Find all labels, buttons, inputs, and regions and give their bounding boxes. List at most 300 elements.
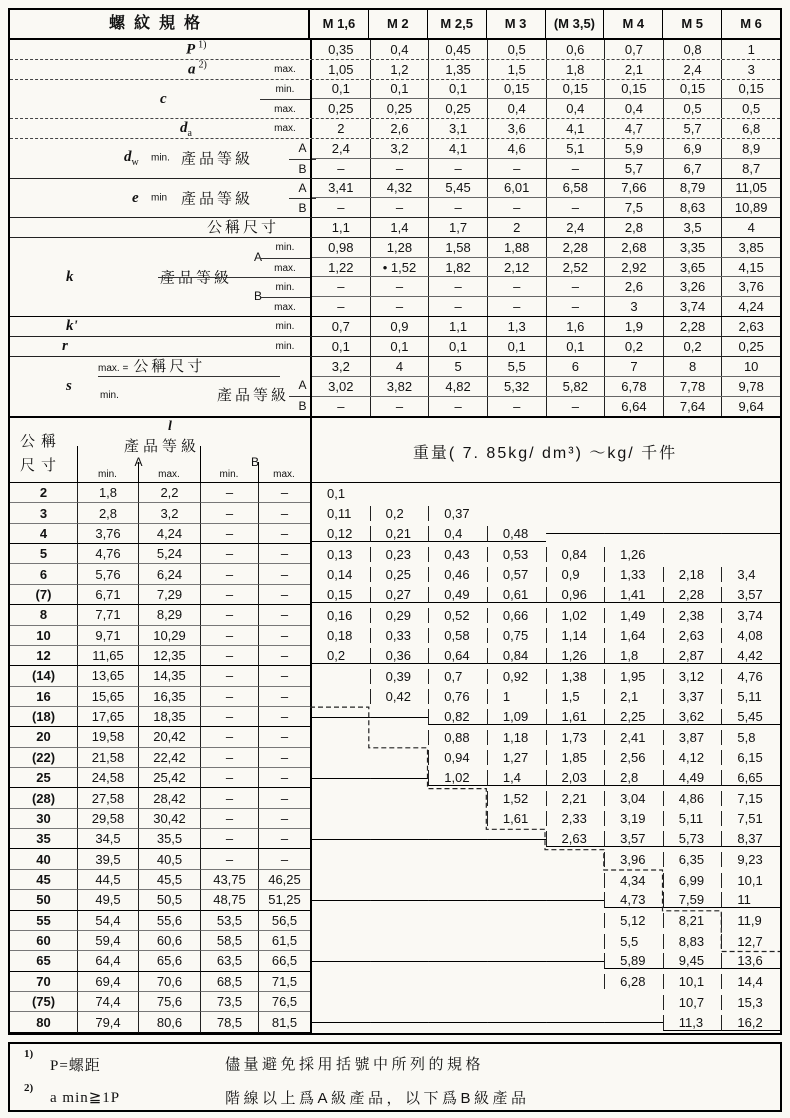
spec-row-label-e bbox=[10, 179, 310, 218]
weight-cell: 0,49 bbox=[428, 587, 487, 603]
thread-size-column-header-6: M 4 bbox=[603, 10, 662, 38]
weight-cells bbox=[310, 524, 780, 544]
value-cell: 4,7 bbox=[604, 119, 663, 138]
dim-row bbox=[10, 809, 780, 829]
length-limit-cell: 74,4 bbox=[77, 992, 138, 1012]
weight-cell: 10,7 bbox=[663, 995, 722, 1010]
thread-spec-corner-label: 螺紋規格 bbox=[10, 10, 310, 38]
value-cell: 0,8 bbox=[663, 40, 722, 59]
weight-cell: 0,2 bbox=[370, 506, 429, 521]
value-cell: 2,4 bbox=[663, 60, 722, 79]
weight-cells bbox=[310, 849, 780, 869]
weight-cell: 0,29 bbox=[370, 608, 429, 623]
value-cell: 1,6 bbox=[546, 317, 605, 336]
length-limit-cell: 39,5 bbox=[77, 849, 138, 869]
spec-value-row bbox=[312, 297, 780, 316]
length-limit-cell: 11,65 bbox=[77, 646, 138, 666]
value-cell: 9,64 bbox=[721, 397, 780, 416]
weight-cell bbox=[370, 717, 429, 718]
spec-value-row bbox=[312, 317, 780, 336]
dim-row bbox=[10, 992, 780, 1012]
weight-cell: 5,5 bbox=[604, 934, 663, 949]
length-limit-cell: – bbox=[258, 524, 310, 544]
spec-row-label-r bbox=[10, 337, 310, 356]
weight-cell: 16,2 bbox=[721, 1015, 780, 1031]
length-limit-cell: – bbox=[200, 768, 258, 788]
spec-group-values bbox=[310, 179, 780, 218]
size-cell: 6 bbox=[10, 564, 77, 584]
value-cell: 5,5 bbox=[487, 357, 546, 376]
dim-row bbox=[10, 1012, 780, 1032]
value-cell: 0,2 bbox=[663, 337, 722, 356]
weight-cell: 13,6 bbox=[721, 953, 780, 969]
footnote-2-marker: 2) bbox=[24, 1082, 34, 1094]
value-cell: – bbox=[370, 198, 429, 217]
thread-size-column-header-7: M 5 bbox=[662, 10, 721, 38]
weight-cell: 4,49 bbox=[663, 770, 722, 786]
value-cell: 1,82 bbox=[428, 258, 487, 277]
spec-row-label-dw bbox=[10, 139, 310, 178]
value-cell: 1,1 bbox=[331, 219, 350, 235]
size-cell: 4 bbox=[10, 524, 77, 544]
weight-cell: 0,25 bbox=[370, 567, 429, 582]
length-limit-cell: – bbox=[200, 788, 258, 808]
value-cell: 4 bbox=[721, 218, 780, 237]
weight-cell: 0,53 bbox=[487, 547, 546, 562]
value-cell: 2,4 bbox=[546, 218, 605, 237]
param-symbol-P: P $^{1)}$ bbox=[186, 40, 207, 59]
weight-cells bbox=[310, 768, 780, 788]
spec-table-header bbox=[10, 10, 780, 40]
value-cell: 0,1 bbox=[546, 337, 605, 356]
value-cell: 2,92 bbox=[604, 258, 663, 277]
length-limit-cell: – bbox=[258, 829, 310, 849]
spec-group-k bbox=[10, 238, 780, 317]
weight-cells bbox=[310, 890, 780, 910]
length-limit-cell: 18,35 bbox=[138, 707, 200, 727]
value-cell: 5,7 bbox=[663, 119, 722, 138]
size-cell: 60 bbox=[10, 931, 77, 951]
length-limit-cell: – bbox=[258, 564, 310, 584]
value-cell: 2,63 bbox=[721, 317, 780, 336]
weight-cell bbox=[312, 839, 370, 840]
param-symbol-a: a $^{2)}$ bbox=[188, 59, 207, 78]
length-limit-cell: 2,2 bbox=[138, 483, 200, 503]
value-cell: 4,15 bbox=[721, 258, 780, 277]
value-cell: – bbox=[370, 277, 429, 296]
value-cell: 0,4 bbox=[487, 99, 546, 118]
value-cell: 4,6 bbox=[487, 139, 546, 158]
value-cell: 10 bbox=[721, 357, 780, 376]
weight-cells bbox=[310, 544, 780, 564]
length-limit-cell: 24,58 bbox=[77, 768, 138, 788]
weight-cells bbox=[310, 707, 780, 727]
weight-cell: 4,34 bbox=[604, 873, 663, 888]
value-cell: 1,35 bbox=[428, 60, 487, 79]
size-cell: 20 bbox=[10, 727, 77, 747]
weight-cell: 4,12 bbox=[663, 750, 722, 765]
size-cell: 16 bbox=[10, 687, 77, 707]
weight-cell: 0,18 bbox=[327, 628, 353, 644]
weight-cell: 0,16 bbox=[327, 607, 353, 623]
length-param-symbol: l bbox=[168, 419, 172, 434]
value-cell: 2,6 bbox=[604, 277, 663, 296]
sub-label: max. bbox=[260, 99, 310, 119]
weight-cell: 0,11 bbox=[327, 506, 352, 522]
sub-label: min. bbox=[275, 83, 295, 95]
weight-cell: 0,84 bbox=[487, 648, 546, 664]
grade-a-label: A bbox=[298, 180, 307, 195]
length-limit-cell: – bbox=[258, 849, 310, 869]
value-cell: 2 bbox=[337, 121, 345, 137]
length-limit-cell: 66,5 bbox=[258, 951, 310, 971]
thread-size-column-header-2: M 2 bbox=[368, 10, 427, 38]
weight-cell bbox=[487, 839, 546, 840]
value-cell: – bbox=[428, 277, 487, 296]
size-cell: 35 bbox=[10, 829, 77, 849]
weight-cells bbox=[310, 870, 780, 890]
weight-cell: 1,14 bbox=[546, 628, 605, 643]
condition-label: min. bbox=[100, 390, 119, 402]
dim-row bbox=[10, 829, 780, 849]
length-limit-cell: – bbox=[200, 544, 258, 564]
weight-cell: 5,11 bbox=[721, 689, 780, 704]
value-cell: 7 bbox=[604, 357, 663, 376]
value-cell: – bbox=[487, 297, 546, 316]
spec-group-r bbox=[10, 337, 780, 357]
weight-cell: 1,64 bbox=[604, 628, 663, 643]
nominal-size-header-line1: 公稱 bbox=[20, 433, 63, 450]
weight-cell: 1,26 bbox=[604, 547, 663, 562]
grade-b-label: B bbox=[289, 396, 316, 416]
weight-cell: 0,57 bbox=[487, 567, 546, 582]
length-limit-cell: – bbox=[200, 687, 258, 707]
length-limit-cell: – bbox=[258, 727, 310, 747]
dim-row bbox=[10, 768, 780, 788]
weight-cells bbox=[310, 585, 780, 605]
length-limit-cell: – bbox=[258, 483, 310, 503]
value-cell: • 1,52 bbox=[370, 258, 429, 277]
length-limit-cell: 60,6 bbox=[138, 931, 200, 951]
weight-cell bbox=[312, 1022, 370, 1023]
value-cell: – bbox=[428, 198, 487, 217]
value-cell: 2,4 bbox=[331, 140, 350, 156]
footnote-2 bbox=[10, 1084, 780, 1112]
param-symbol-k: k bbox=[66, 268, 74, 285]
size-cell: 25 bbox=[10, 768, 77, 788]
weight-cell: 3,62 bbox=[663, 709, 722, 725]
condition-label: min. bbox=[151, 152, 170, 164]
length-limit-cell: 49,5 bbox=[77, 890, 138, 910]
dim-row bbox=[10, 911, 780, 931]
weight-cells bbox=[310, 788, 780, 808]
dim-row bbox=[10, 849, 780, 869]
weight-cell: 0,58 bbox=[428, 628, 487, 643]
value-cell: – bbox=[337, 398, 345, 414]
value-cell: 6,9 bbox=[663, 139, 722, 158]
value-cell: 3,74 bbox=[663, 297, 722, 316]
weight-cell: 5,89 bbox=[604, 953, 663, 969]
length-limit-cell: 27,58 bbox=[77, 788, 138, 808]
grade-a-label: A bbox=[298, 378, 307, 393]
value-cell: 0,25 bbox=[721, 337, 780, 356]
param-symbol-dw: $d_w$ bbox=[124, 149, 139, 169]
weight-cells bbox=[310, 809, 780, 829]
length-limit-cell: 71,5 bbox=[258, 972, 310, 992]
weight-cells bbox=[310, 666, 780, 686]
value-cell: 7,5 bbox=[604, 198, 663, 217]
length-limit-cell: 79,4 bbox=[77, 1012, 138, 1032]
param-symbol-c: c bbox=[160, 90, 167, 107]
weight-cell bbox=[487, 1022, 546, 1023]
value-cell: 7,66 bbox=[604, 179, 663, 198]
spec-group-values bbox=[310, 218, 780, 237]
value-cell: 3,76 bbox=[721, 277, 780, 296]
weight-cell: 2,63 bbox=[546, 831, 605, 847]
value-cell: 5,9 bbox=[604, 139, 663, 158]
value-cell: 7,64 bbox=[663, 397, 722, 416]
spec-value-row bbox=[312, 357, 780, 377]
spec-row-label-P bbox=[10, 40, 310, 59]
weight-cell: 0,94 bbox=[428, 750, 487, 765]
weight-cell: 3,96 bbox=[604, 852, 663, 867]
weight-cell: 0,76 bbox=[428, 689, 487, 704]
spec-group-values bbox=[310, 80, 780, 119]
weight-cell: 0,13 bbox=[327, 546, 353, 562]
weight-cell bbox=[428, 900, 487, 901]
weight-cell bbox=[546, 900, 605, 901]
grade-a-label: A bbox=[253, 249, 262, 264]
value-cell: 2,28 bbox=[546, 238, 605, 257]
length-limit-cell: 3,2 bbox=[138, 503, 200, 523]
value-cell: 3,02 bbox=[328, 378, 354, 394]
param-symbol-r: r bbox=[62, 338, 68, 355]
weight-cell: 0,66 bbox=[487, 608, 546, 623]
length-limit-cell: 8,29 bbox=[138, 605, 200, 625]
sub-label: min. bbox=[275, 241, 295, 253]
value-cell: 0,15 bbox=[604, 80, 663, 99]
spec-group-e bbox=[10, 179, 780, 219]
weight-cell: 0,61 bbox=[487, 587, 546, 603]
dim-row bbox=[10, 890, 780, 910]
value-cell: – bbox=[487, 277, 546, 296]
weight-cell: 1,5 bbox=[546, 689, 605, 704]
value-cell: 6,58 bbox=[546, 179, 605, 198]
length-limit-cell: 43,75 bbox=[200, 870, 258, 890]
grade-divider-line bbox=[158, 277, 310, 278]
weight-cell: 6,28 bbox=[604, 974, 663, 989]
weight-cell: 1,85 bbox=[546, 750, 605, 765]
size-cell: 50 bbox=[10, 890, 77, 910]
spec-value-row bbox=[312, 377, 780, 397]
length-limit-cell: 25,42 bbox=[138, 768, 200, 788]
weight-cell: 6,35 bbox=[663, 852, 722, 867]
length-limit-cell: 54,4 bbox=[77, 911, 138, 931]
sub-label: max. bbox=[260, 297, 310, 317]
length-limit-cell: 75,6 bbox=[138, 992, 200, 1012]
length-limit-cell: 61,5 bbox=[258, 931, 310, 951]
weight-cell: 12,7 bbox=[721, 934, 780, 949]
weight-cell: 4,76 bbox=[721, 669, 780, 684]
weight-cells bbox=[310, 483, 780, 503]
size-cell: 2 bbox=[10, 483, 77, 503]
weight-cell: 1,41 bbox=[604, 587, 663, 603]
value-cell: 5,45 bbox=[428, 179, 487, 198]
weight-cell: 3,4 bbox=[721, 567, 780, 582]
length-weight-table-header bbox=[10, 416, 780, 483]
value-cell: 0,1 bbox=[331, 338, 350, 354]
length-limit-cell: – bbox=[200, 626, 258, 646]
value-cell: 2,8 bbox=[604, 218, 663, 237]
length-limit-cell: 44,5 bbox=[77, 870, 138, 890]
weight-cell bbox=[663, 533, 722, 534]
footnote-2-term: a min≧1P bbox=[50, 1090, 121, 1106]
weight-cell: 5,11 bbox=[663, 811, 722, 826]
spec-value-row bbox=[312, 277, 780, 297]
weight-cell bbox=[487, 961, 546, 962]
weight-cell: 10,1 bbox=[663, 974, 722, 989]
footnote-1-desc: 儘量避免採用括號中所列的規格 bbox=[225, 1056, 485, 1073]
length-limit-cell: – bbox=[200, 605, 258, 625]
value-cell: 1,22 bbox=[328, 259, 354, 275]
value-cell: 3 bbox=[721, 60, 780, 79]
value-cell: 1,58 bbox=[428, 238, 487, 257]
value-cell: 1,05 bbox=[328, 61, 354, 77]
product-grade-label: 產品等級 bbox=[180, 150, 253, 168]
length-limit-cell: 5,76 bbox=[77, 564, 138, 584]
length-limit-cell: 65,6 bbox=[138, 951, 200, 971]
length-limit-cell: – bbox=[258, 809, 310, 829]
dim-row bbox=[10, 727, 780, 747]
weight-cell: 0,27 bbox=[370, 587, 429, 603]
weight-cell: 0,14 bbox=[327, 567, 353, 583]
spec-value-row bbox=[312, 159, 780, 178]
value-cell: 1,88 bbox=[487, 238, 546, 257]
length-limit-cell: 7,71 bbox=[77, 605, 138, 625]
weight-cell: 4,73 bbox=[604, 892, 663, 908]
spec-table-body bbox=[10, 40, 780, 416]
spec-group-values bbox=[310, 60, 780, 79]
weight-cell: 9,23 bbox=[721, 852, 780, 867]
value-cell: 1,7 bbox=[428, 218, 487, 237]
length-limit-cell: 6,24 bbox=[138, 564, 200, 584]
spec-group-s bbox=[10, 357, 780, 416]
value-cell: 11,05 bbox=[721, 179, 780, 198]
length-limit-cell: 3,76 bbox=[77, 524, 138, 544]
sub-label: min. bbox=[260, 277, 310, 297]
weight-cell: 0,7 bbox=[428, 669, 487, 684]
value-cell: – bbox=[487, 198, 546, 217]
value-cell: – bbox=[546, 198, 605, 217]
value-cell: 0,1 bbox=[370, 337, 429, 356]
weight-cell: 3,19 bbox=[604, 811, 663, 826]
weight-cell: 0,42 bbox=[370, 689, 429, 704]
dim-row bbox=[10, 564, 780, 584]
length-limit-cell: 76,5 bbox=[258, 992, 310, 1012]
dim-row bbox=[10, 626, 780, 646]
spec-row-label-c bbox=[10, 80, 310, 119]
weight-cell: 3,04 bbox=[604, 791, 663, 806]
value-cell: 4,1 bbox=[546, 119, 605, 138]
spec-row-label-kn bbox=[10, 218, 310, 237]
length-limit-cell: 4,76 bbox=[77, 544, 138, 564]
dim-row bbox=[10, 748, 780, 768]
value-cell: 0,7 bbox=[604, 40, 663, 59]
value-cell: 3,1 bbox=[428, 119, 487, 138]
value-cell: 4,1 bbox=[428, 139, 487, 158]
size-cell: (22) bbox=[10, 748, 77, 768]
value-cell: 8 bbox=[663, 357, 722, 376]
spec-group-values bbox=[310, 139, 780, 178]
weight-cell bbox=[370, 778, 429, 779]
dim-row bbox=[10, 544, 780, 564]
length-limit-cell: 1,8 bbox=[77, 483, 138, 503]
value-cell: – bbox=[487, 397, 546, 416]
weight-cell: 0,88 bbox=[428, 730, 487, 745]
length-limit-cell: 45,5 bbox=[138, 870, 200, 890]
value-cell: 0,1 bbox=[487, 337, 546, 356]
value-cell: 0,35 bbox=[328, 41, 354, 57]
value-cell: 10,89 bbox=[721, 198, 780, 217]
product-grade-label: 產品等級 bbox=[123, 438, 200, 455]
length-limit-cell: 9,71 bbox=[77, 626, 138, 646]
value-cell: 0,15 bbox=[546, 80, 605, 99]
weight-cell: 0,96 bbox=[546, 587, 605, 603]
weight-cell bbox=[604, 533, 663, 534]
length-limit-cell: – bbox=[258, 605, 310, 625]
length-limit-cell: – bbox=[200, 829, 258, 849]
value-cell: – bbox=[337, 160, 345, 176]
nominal-size-label: 公稱尺寸 bbox=[206, 219, 279, 237]
value-cell: 2,6 bbox=[370, 119, 429, 138]
length-limit-cell: – bbox=[200, 727, 258, 747]
length-limit-cell: 51,25 bbox=[258, 890, 310, 910]
weight-cell: 6,65 bbox=[721, 770, 780, 786]
value-cell: 9,78 bbox=[721, 377, 780, 396]
weight-cell: 0,84 bbox=[546, 547, 605, 562]
spec-group-values bbox=[310, 317, 780, 336]
weight-cell: 2,38 bbox=[663, 608, 722, 623]
spec-value-row bbox=[312, 397, 780, 416]
spec-row-label-a bbox=[10, 60, 310, 79]
length-limit-cell: 28,42 bbox=[138, 788, 200, 808]
value-cell: 4,32 bbox=[370, 179, 429, 198]
value-cell: 6,01 bbox=[487, 179, 546, 198]
value-cell: 4,24 bbox=[721, 297, 780, 316]
weight-cell: 0,46 bbox=[428, 567, 487, 582]
grade-a-label: A bbox=[298, 140, 307, 155]
thread-size-column-header-1: M 1,6 bbox=[322, 16, 356, 31]
grade-b-label: B bbox=[289, 198, 316, 218]
value-cell: 8,7 bbox=[721, 159, 780, 178]
length-limit-cell: 55,6 bbox=[138, 911, 200, 931]
dim-row bbox=[10, 707, 780, 727]
value-cell: 0,25 bbox=[428, 99, 487, 118]
length-limit-cell: – bbox=[200, 564, 258, 584]
weight-cell: 2,41 bbox=[604, 730, 663, 745]
value-cell: 5 bbox=[428, 357, 487, 376]
weight-cell: 4,42 bbox=[721, 648, 780, 664]
header-column-divider bbox=[138, 462, 139, 482]
length-limit-cell: 58,5 bbox=[200, 931, 258, 951]
weight-cell: 1,02 bbox=[546, 608, 605, 623]
weight-cell bbox=[604, 1022, 663, 1023]
weight-cells bbox=[310, 829, 780, 849]
value-cell: 3,6 bbox=[487, 119, 546, 138]
length-limit-cell: 73,5 bbox=[200, 992, 258, 1012]
header-column-divider bbox=[77, 446, 78, 482]
value-cell: 0,7 bbox=[331, 318, 350, 334]
